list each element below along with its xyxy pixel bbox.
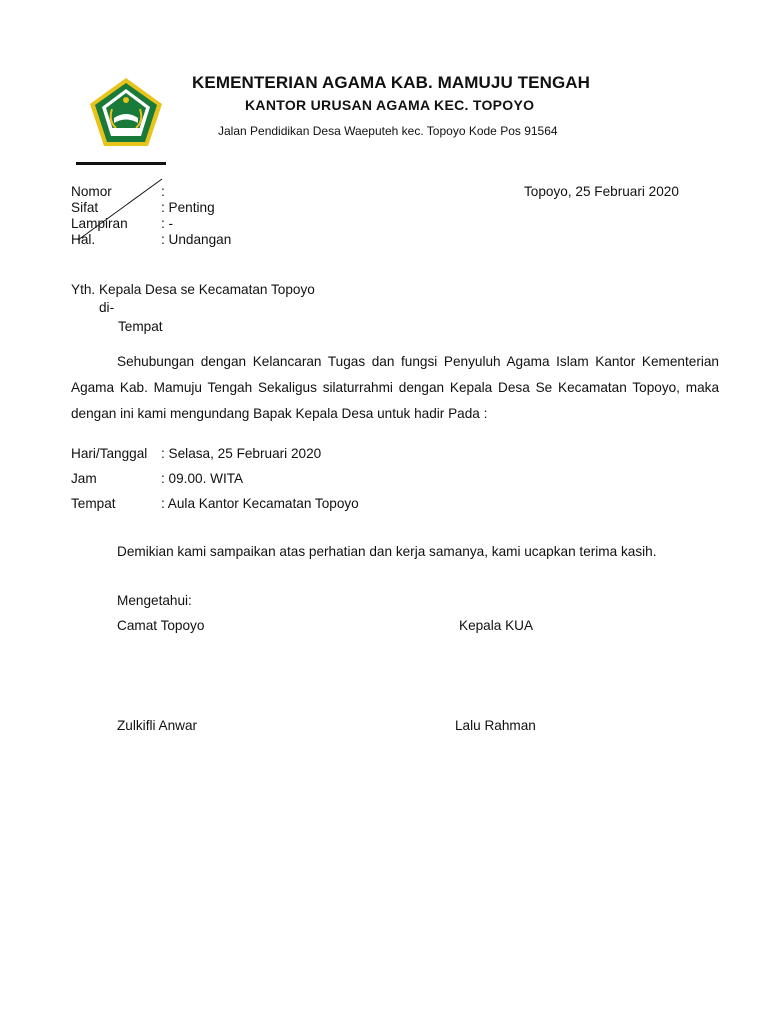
office-address: Jalan Pendidikan Desa Waeputeh kec. Topoyo Kode Pos 91564 — [218, 124, 558, 138]
right-signatory-title: Kepala KUA — [459, 618, 534, 633]
left-signatory-title: Camat Topoyo — [117, 618, 205, 633]
right-signatory-name: Lalu Rahman — [455, 718, 536, 733]
slash-mark — [0, 0, 768, 260]
meta-label-hal: Hal. — [71, 232, 96, 247]
meta-label-lampiran: Lampiran — [71, 216, 128, 231]
recipient-line: Yth. Kepala Desa se Kecamatan Topoyo — [71, 282, 315, 297]
closing-text: Demikian kami sampaikan atas perhatian dan kerja samanya, kami ucapkan terima kasih. — [117, 544, 657, 559]
place-date: Topoyo, 25 Februari 2020 — [524, 184, 679, 199]
recipient-di: di- — [99, 300, 115, 315]
meta-label-sifat: Sifat — [71, 200, 99, 215]
detail-value-venue: : Aula Kantor Kecamatan Topoyo — [161, 496, 359, 511]
meta-label-nomor: Nomor — [71, 184, 112, 199]
meta-value-nomor: : — [161, 184, 165, 199]
ministry-title: KEMENTERIAN AGAMA KAB. MAMUJU TENGAH — [192, 73, 591, 92]
meta-value-lampiran: : - — [161, 216, 174, 231]
office-title: KANTOR URUSAN AGAMA KEC. TOPOYO — [245, 97, 535, 113]
detail-value-time: : 09.00. WITA — [161, 471, 244, 486]
detail-label-venue: Tempat — [71, 496, 116, 511]
detail-label-date: Hari/Tanggal — [71, 446, 148, 461]
left-signatory-name: Zulkifli Anwar — [117, 718, 198, 733]
acknowledged-label: Mengetahui: — [117, 593, 192, 608]
meta-value-hal: : Undangan — [161, 232, 232, 247]
recipient-place: Tempat — [118, 319, 163, 334]
body-paragraph — [71, 349, 719, 427]
detail-label-time: Jam — [71, 471, 97, 486]
body-paragraph-text: Sehubungan dengan Kelancaran Tugas dan fungsi Penyuluh Agama Islam Kantor Kementerian Agama Kab. Mamuju Tengah Sekaligus silaturrahmi dengan Kepala Desa Se Kecamatan Topoyo, maka dengan ini kami mengundang Bapak Kepala Desa untuk hadir Pada : — [71, 354, 719, 421]
meta-value-sifat: : Penting — [161, 200, 215, 215]
detail-value-date: : Selasa, 25 Februari 2020 — [161, 446, 322, 461]
